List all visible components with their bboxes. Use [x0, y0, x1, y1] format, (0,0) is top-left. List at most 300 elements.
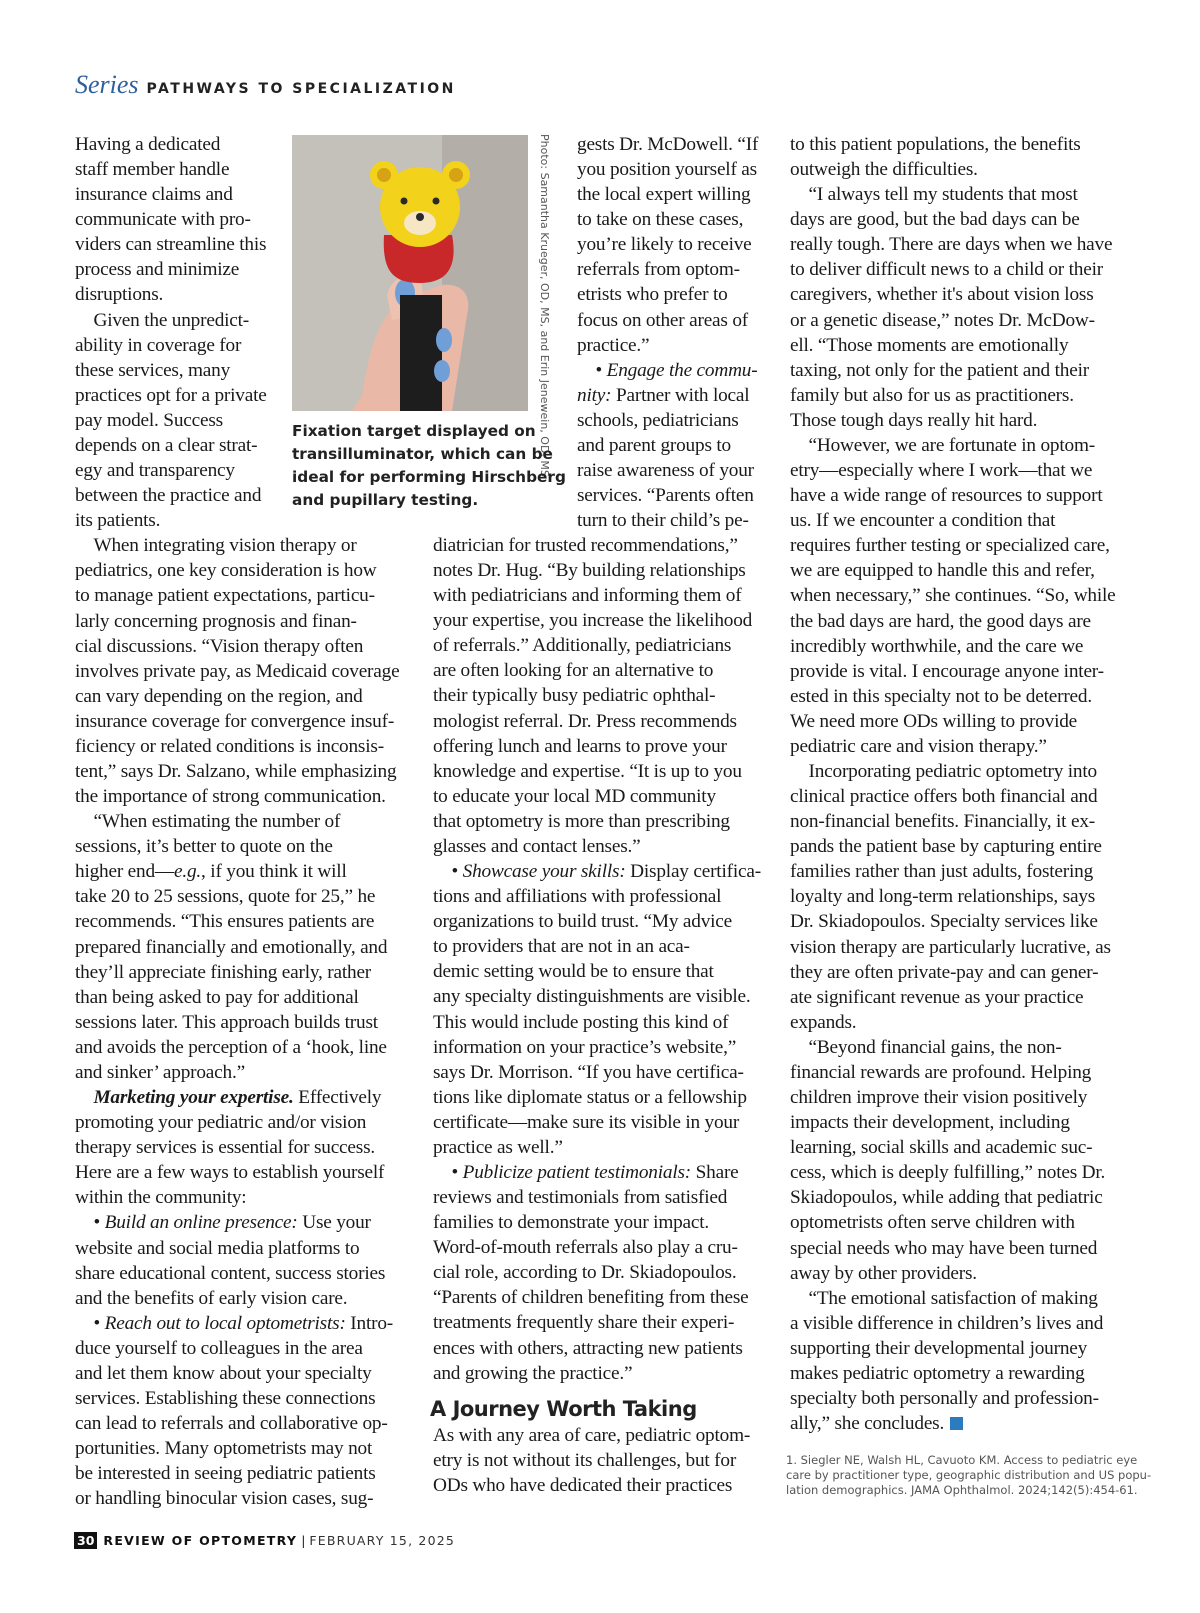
text-run: Dr. Skiadopoulos. Specialty services like: [790, 911, 1098, 933]
text-run: when necessary,” she continues. “So, while: [790, 585, 1116, 607]
text-line: [75, 157, 229, 182]
text-run: family but also for us as practitioners.: [790, 384, 1074, 406]
text-run: gests Dr. McDowell. “If: [577, 134, 759, 155]
text-run: the local expert willing: [577, 184, 751, 206]
text-line: [790, 909, 1098, 934]
text-line: [790, 1210, 1075, 1235]
text-run: This would include posting this kind of: [433, 1011, 729, 1033]
text-run: ences with others, attracting new patients: [433, 1337, 743, 1359]
text-line: [75, 1110, 366, 1135]
text-run: offering lunch and learns to prove your: [433, 735, 727, 757]
text-run: supporting their developmental journey: [790, 1337, 1088, 1359]
text-run: Those tough days really hit hard.: [790, 409, 1038, 431]
photo-credit: Photo: Samantha Krueger, OD, MS, and Erin Jenewein, OD, MS: [538, 134, 551, 477]
text-run: pay model. Success: [75, 409, 223, 431]
text-line: [790, 935, 1111, 960]
text-run: viders can streamline this: [75, 234, 267, 256]
text-line: [433, 1010, 728, 1035]
text-line: [790, 1035, 1062, 1060]
text-run: practice.”: [577, 334, 650, 356]
text-line: [577, 157, 757, 182]
text-line: [433, 1110, 739, 1135]
text-line: [433, 1160, 739, 1185]
text-line: [790, 734, 1047, 759]
text-line: [790, 257, 1103, 282]
text-run: pediatric care and vision therapy.”: [790, 735, 1047, 757]
text-line: [75, 1311, 393, 1336]
text-run: sessions, it’s better to quote on the: [75, 836, 333, 858]
text-line: [433, 683, 715, 708]
text-line: [790, 1010, 856, 1035]
text-run: to this patient populations, the benefits: [790, 134, 1081, 155]
text-line: [75, 383, 267, 408]
text-line: [75, 282, 163, 307]
text-line: [75, 909, 374, 934]
text-run: •: [75, 1212, 105, 1234]
text-line: [433, 984, 751, 1009]
text-run: referrals from optom-: [577, 259, 740, 281]
text-line: [433, 1185, 727, 1210]
text-run: ell. “Those moments are emotionally: [790, 334, 1069, 356]
text-run: website and social media platforms to: [75, 1237, 360, 1259]
text-run: to educate your local MD community: [433, 785, 716, 807]
text-run: these services, many: [75, 359, 231, 381]
text-line: [75, 1060, 245, 1085]
text-line: [790, 1361, 1085, 1386]
text-run: families to demonstrate your impact.: [433, 1212, 710, 1234]
text-line: [790, 1261, 977, 1286]
text-line: [433, 558, 746, 583]
text-run: pands the patient base by capturing entire: [790, 836, 1102, 858]
text-line: [790, 483, 1103, 508]
text-run: , if you think it will: [201, 861, 347, 883]
text-line: [75, 1135, 375, 1160]
text-line: [75, 1085, 381, 1110]
text-line: [75, 784, 386, 809]
text-run: depends on a clear strat-: [75, 434, 258, 456]
text-line: [577, 333, 649, 358]
text-run: schools, pediatricians: [577, 409, 739, 431]
text-line: [75, 232, 266, 257]
text-line: [790, 709, 1077, 734]
text-run: communicate with pro-: [75, 209, 251, 231]
text-line: [433, 1448, 736, 1473]
text-run: glasses and contact lenses.”: [433, 835, 641, 857]
text-line: [75, 433, 257, 458]
text-run: etrists who prefer to: [577, 284, 728, 306]
text-run: between the practice and: [75, 485, 262, 507]
text-line: [433, 734, 727, 759]
text-line: [75, 634, 363, 659]
text-run: knowledge and expertise. “It is up to you: [433, 760, 742, 782]
text-line: [75, 1486, 373, 1511]
text-run: and parent groups to: [577, 434, 731, 456]
text-run: Given the unpredict-: [75, 309, 250, 331]
text-run: Here are a few ways to establish yourself: [75, 1162, 385, 1184]
text-run: When integrating vision therapy or: [75, 535, 357, 557]
text-line: [75, 1361, 372, 1386]
text-line: [433, 1285, 749, 1310]
text-line: [75, 834, 333, 859]
text-run: ested in this specialty not to be deterred.: [790, 685, 1092, 707]
text-run: sessions later. This approach builds trust: [75, 1011, 378, 1033]
text-line: [790, 232, 1112, 257]
text-run: ate significant revenue as your practice: [790, 986, 1084, 1008]
text-line: [433, 709, 737, 734]
text-run: •: [433, 861, 463, 883]
text-line: [790, 859, 1093, 884]
text-line: [75, 408, 223, 433]
text-run: e.g.: [174, 861, 202, 883]
text-line: [433, 1310, 734, 1335]
text-line: [790, 1110, 1070, 1135]
section-title: PATHWAYS TO SPECIALIZATION: [146, 81, 456, 97]
text-line: [577, 458, 754, 483]
text-line: [75, 458, 235, 483]
text-run: away by other providers.: [790, 1262, 977, 1284]
text-run: therapy services is essential for success.: [75, 1137, 375, 1159]
reference-line: 1. Siegler NE, Walsh HL, Cavuoto KM. Access to pediatric eye: [786, 1453, 1138, 1467]
text-line: [433, 633, 731, 658]
text-line: [790, 1160, 1105, 1185]
text-line: [790, 609, 1091, 634]
caption-line: ideal for performing Hirschberg: [292, 468, 566, 486]
text-line: [577, 282, 728, 307]
text-run: Showcase your skills:: [462, 861, 626, 883]
text-line: [790, 207, 1080, 232]
text-line: [75, 132, 220, 157]
text-line: [433, 1060, 744, 1085]
text-run: Reach out to local optometrists:: [104, 1312, 346, 1334]
text-line: [433, 834, 641, 859]
text-run: Build an online presence:: [104, 1212, 298, 1234]
text-run: the importance of strong communication.: [75, 786, 386, 808]
text-line: [433, 1210, 709, 1235]
text-run: focus on other areas of: [577, 309, 749, 331]
text-run: “However, we are fortunate in optom-: [790, 434, 1095, 456]
text-line: [577, 408, 739, 433]
caption-line: transilluminator, which can be: [292, 445, 553, 463]
text-line: [577, 182, 751, 207]
text-line: [790, 132, 1081, 157]
text-run: are often looking for an alternative to: [433, 660, 714, 682]
text-run: you position yourself as: [577, 159, 757, 181]
text-run: families rather than just adults, fostering: [790, 861, 1094, 883]
text-line: [433, 759, 742, 784]
text-run: reviews and testimonials from satisfied: [433, 1187, 728, 1209]
text-run: ficiency or related conditions is inconsis-: [75, 735, 384, 757]
text-line: [75, 759, 396, 784]
text-run: you’re likely to receive: [577, 234, 752, 256]
text-run: Having a dedicated: [75, 134, 221, 155]
text-line: [790, 308, 1095, 333]
text-run: insurance coverage for convergence insuf-: [75, 710, 395, 732]
text-line: [790, 508, 1055, 533]
text-run: days are good, but the bad days can be: [790, 209, 1080, 231]
text-run: ability in coverage for: [75, 334, 242, 356]
text-run: “When estimating the number of: [75, 811, 341, 833]
text-run: can lead to referrals and collaborative op-: [75, 1413, 388, 1435]
text-line: [75, 1261, 385, 1286]
text-run: ally,” she concludes.: [790, 1413, 945, 1435]
text-run: •: [75, 1312, 105, 1334]
text-line: [577, 358, 757, 383]
text-line: [577, 207, 743, 232]
text-line: [790, 583, 1116, 608]
text-run: Word-of-mouth referrals also play a cru-: [433, 1237, 738, 1259]
text-run: cess, which is deeply fulfilling,” notes Dr.: [790, 1162, 1106, 1184]
text-line: [577, 132, 758, 157]
text-line: [790, 558, 1095, 583]
text-line: [790, 433, 1095, 458]
text-line: [75, 1386, 375, 1411]
text-line: [790, 458, 1092, 483]
text-line: [790, 1311, 1103, 1336]
text-run: be interested in seeing pediatric patients: [75, 1463, 376, 1485]
text-run: or a genetic disease,” notes Dr. McDow-: [790, 309, 1095, 331]
text-run: tent,” says Dr. Salzano, while emphasizing: [75, 761, 397, 782]
text-run: children improve their vision positively: [790, 1087, 1088, 1109]
text-run: demic setting would be to ensure that: [433, 961, 714, 983]
text-run: or handling binocular vision cases, sug-: [75, 1488, 374, 1510]
text-line: [790, 1185, 1103, 1210]
text-line: [790, 784, 1097, 809]
text-run: services. “Parents often: [577, 485, 754, 507]
text-line: [75, 182, 233, 207]
text-run: specialty both personally and profession-: [790, 1388, 1099, 1409]
text-run: certificate—make sure its visible in your: [433, 1111, 740, 1133]
text-line: [577, 508, 749, 533]
text-run: We need more ODs willing to provide: [790, 710, 1078, 732]
text-line: [433, 784, 716, 809]
text-line: [790, 809, 1095, 834]
page-header: [75, 70, 456, 100]
text-line: [433, 809, 730, 834]
text-line: [75, 583, 375, 608]
text-run: portunities. Many optometrists may not: [75, 1438, 373, 1460]
text-line: [433, 934, 690, 959]
text-run: requires further testing or specialized care,: [790, 535, 1110, 557]
text-run: practices opt for a private: [75, 384, 267, 406]
text-run: and growing the practice.”: [433, 1362, 633, 1384]
footer-separator: |: [301, 1533, 306, 1548]
text-run: promoting your pediatric and/or vision: [75, 1112, 367, 1134]
text-line: [790, 884, 1095, 909]
text-run: Effectively: [293, 1087, 382, 1109]
text-line: [75, 257, 239, 282]
text-run: its patients.: [75, 510, 161, 532]
text-run: expands.: [790, 1011, 857, 1033]
text-run: Marketing your expertise.: [93, 1087, 294, 1109]
text-run: recommends. “This ensures patients are: [75, 911, 375, 933]
text-run: mologist referral. Dr. Press recommends: [433, 710, 737, 732]
text-line: [75, 508, 160, 533]
text-run: tions and affiliations with professional: [433, 886, 722, 908]
text-line: [75, 1436, 372, 1461]
text-run: Intro-: [345, 1312, 393, 1334]
text-line: [790, 759, 1097, 784]
text-run: outweigh the difficulties.: [790, 159, 978, 181]
text-run: loyalty and long-term relationships, says: [790, 886, 1096, 908]
text-run: duce yourself to colleagues in the area: [75, 1337, 363, 1359]
text-run: practice as well.”: [433, 1136, 563, 1158]
text-line: [433, 1085, 747, 1110]
text-run: to take on these cases,: [577, 209, 744, 231]
text-run: makes pediatric optometry a rewarding: [790, 1362, 1085, 1384]
text-run: and the benefits of early vision care.: [75, 1287, 348, 1309]
text-run: turn to their child’s pe-: [577, 510, 749, 532]
text-run: organizations to build trust. “My advice: [433, 911, 733, 933]
text-run: disruptions.: [75, 284, 164, 306]
text-run: can vary depending on the region, and: [75, 685, 363, 707]
text-line: [577, 232, 752, 257]
text-run: a visible difference in children’s lives and: [790, 1312, 1104, 1334]
text-run: process and minimize: [75, 259, 240, 281]
text-line: [75, 659, 399, 684]
text-run: higher end—: [75, 861, 174, 883]
text-line: [75, 207, 251, 232]
text-line: [790, 533, 1110, 558]
text-line: [577, 257, 740, 282]
text-line: [433, 1235, 738, 1260]
text-run: clinical practice offers both financial and: [790, 786, 1098, 808]
text-line: [75, 333, 241, 358]
text-line: [75, 1160, 384, 1185]
text-line: [433, 1260, 736, 1285]
text-line: [433, 909, 732, 934]
text-line: [790, 960, 1098, 985]
text-line: [790, 157, 978, 182]
page-footer: [74, 1532, 455, 1549]
reference-line: care by practitioner type, geographic distribution and US popu-: [786, 1468, 1152, 1482]
text-run: any specialty distinguishments are visible.: [433, 986, 751, 1008]
text-line: [433, 1035, 736, 1060]
text-run: etry—especially where I work—that we: [790, 460, 1093, 482]
text-line: [75, 1035, 387, 1060]
page-number: 30: [74, 1532, 97, 1549]
issue-date: FEBRUARY 15, 2025: [309, 1533, 456, 1548]
text-line: [577, 433, 731, 458]
text-run: egy and transparency: [75, 460, 235, 482]
text-run: “Beyond financial gains, the non-: [790, 1036, 1062, 1058]
text-line: [75, 734, 384, 759]
text-run: Publicize patient testimonials:: [462, 1162, 692, 1183]
text-line: [790, 1085, 1087, 1110]
text-line: [433, 859, 761, 884]
text-line: [75, 709, 394, 734]
fixation-target-photo: [292, 135, 528, 411]
text-run: Share: [691, 1162, 739, 1183]
text-line: [75, 985, 359, 1010]
text-run: Incorporating pediatric optometry into: [790, 761, 1097, 782]
text-run: optometrists often serve children with: [790, 1212, 1075, 1234]
caption-line: Fixation target displayed on: [292, 422, 536, 440]
text-run: diatrician for trusted recommendations,”: [433, 535, 738, 556]
text-line: [433, 608, 752, 633]
text-run: Display certifica-: [625, 861, 761, 883]
text-run: information on your practice’s website,”: [433, 1036, 737, 1058]
text-line: [75, 684, 363, 709]
text-run: us. If we encounter a condition that: [790, 510, 1056, 532]
text-line: [433, 1423, 750, 1448]
caption-line: and pupillary testing.: [292, 491, 479, 509]
text-line: [433, 959, 714, 984]
text-line: [433, 583, 741, 608]
text-run: services. Establishing these connections: [75, 1388, 376, 1409]
text-run: learning, social skills and academic suc-: [790, 1137, 1093, 1159]
end-mark-icon: [950, 1417, 963, 1430]
text-run: As with any area of care, pediatric optom-: [433, 1425, 751, 1446]
text-run: and avoids the perception of a ‘hook, line: [75, 1036, 387, 1058]
text-run: have a wide range of resources to support: [790, 485, 1103, 507]
text-run: raise awareness of your: [577, 460, 754, 482]
text-line: [790, 1386, 1099, 1411]
text-run: [75, 1087, 93, 1108]
text-line: [790, 1060, 1091, 1085]
text-run: nity:: [577, 384, 612, 406]
text-run: impacts their development, including: [790, 1112, 1070, 1134]
text-run: caregivers, whether it's about vision loss: [790, 284, 1094, 306]
text-line: [790, 1336, 1087, 1361]
text-run: your expertise, you increase the likelihood: [433, 610, 753, 632]
text-run: incredibly worthwhile, and the care we: [790, 635, 1084, 657]
text-line: [75, 1286, 347, 1311]
text-run: taxing, not only for the patient and their: [790, 359, 1089, 381]
text-line: [433, 1336, 743, 1361]
text-run: to manage patient expectations, particu-: [75, 585, 375, 607]
text-line: [577, 483, 754, 508]
text-line: [75, 935, 387, 960]
text-run: •: [577, 359, 607, 381]
text-line: [75, 308, 249, 333]
text-run: really tough. There are days when we have: [790, 234, 1113, 256]
text-run: says Dr. Morrison. “If you have certifica-: [433, 1061, 744, 1083]
text-line: [75, 1185, 246, 1210]
text-run: larly concerning prognosis and finan-: [75, 610, 357, 632]
text-run: “The emotional satisfaction of making: [790, 1287, 1098, 1309]
text-run: provide is vital. I encourage anyone inter-: [790, 660, 1104, 682]
section-heading: A Journey Worth Taking: [430, 1397, 697, 1421]
text-line: [433, 1473, 732, 1498]
text-run: of referrals.” Additionally, pediatricians: [433, 635, 732, 657]
text-run: non-financial benefits. Financially, it ex-: [790, 811, 1095, 833]
text-run: Skiadopoulos, while adding that pediatric: [790, 1187, 1103, 1209]
text-line: [75, 358, 230, 383]
text-run: they are often private-pay and can gener-: [790, 961, 1099, 983]
text-run: Use your: [297, 1212, 371, 1234]
text-line: [790, 383, 1074, 408]
text-line: [790, 358, 1089, 383]
text-line: [790, 659, 1104, 684]
text-line: [433, 658, 713, 683]
text-run: ODs who have dedicated their practices: [433, 1475, 733, 1497]
text-line: [75, 1461, 376, 1486]
text-line: [75, 558, 377, 583]
text-line: [75, 609, 357, 634]
text-line: [75, 1210, 371, 1235]
text-line: [433, 533, 738, 558]
text-line: [790, 634, 1083, 659]
text-run: Partner with local: [611, 384, 750, 406]
reference-line: lation demographics. JAMA Ophthalmol. 2024;142(5):454-61.: [786, 1483, 1138, 1497]
text-line: [75, 1336, 363, 1361]
text-line: [790, 985, 1083, 1010]
text-run: treatments frequently share their experi-: [433, 1312, 735, 1334]
text-line: [433, 1135, 563, 1160]
text-run: pediatrics, one key consideration is how: [75, 560, 377, 582]
text-line: [75, 809, 340, 834]
text-line: [577, 383, 749, 408]
